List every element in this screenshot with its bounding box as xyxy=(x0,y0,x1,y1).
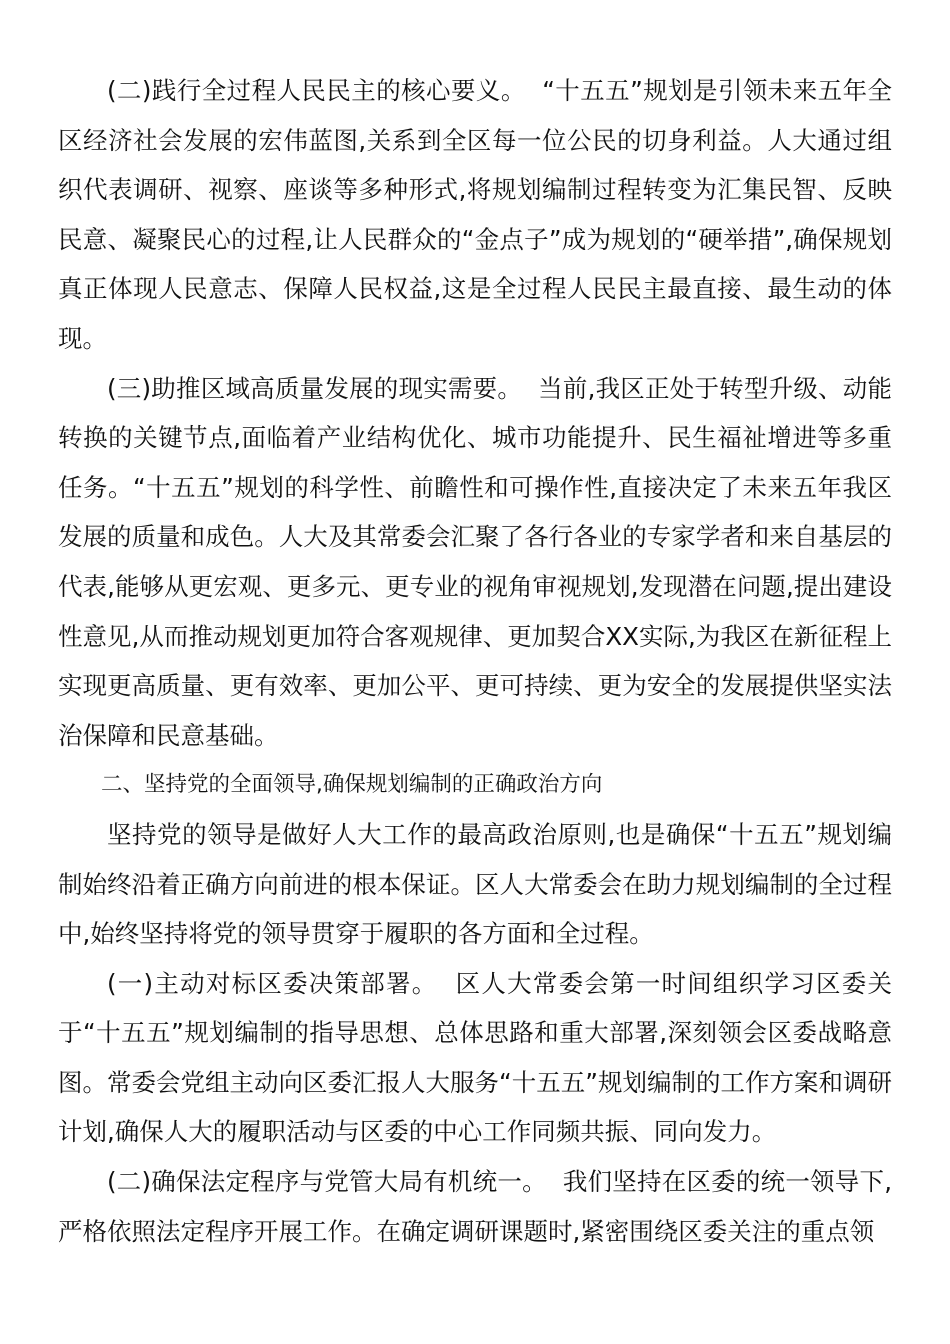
paragraph-body: 当前,我区正处于转型升级、动能转换的关键节点,面临着产业结构优化、城市功能提升、民生福祉增进等多重任务。“十五五”规划的科学性、前瞻性和可操作性,直接决定了未来五年我区发展的质量和成色。人大及其常委会汇聚了各行各业的专家学者和来自基层的代表,能够从更宏观、更多元、更专业的视角审视规划,发现潜在问题,提出建设性意见,从而推动规划更加符合客观规律、更加契合XX实际,为我区在新征程上实现更高质量、更有效率、更加公平、更可持续、更为安全的发展提供坚实法治保障和民意基础。 xyxy=(58,373,892,750)
paragraph-high-quality-development xyxy=(58,364,892,761)
paragraph-legal-procedure xyxy=(58,1157,892,1256)
paragraph-party-leadership xyxy=(58,810,892,959)
paragraph-lead: (一)主动对标区委决策部署。 xyxy=(107,968,438,998)
paragraph-body: 区人大常委会第一时间组织学习区委关于“十五五”规划编制的指导思想、总体思路和重大部署,深刻领会区委战略意图。常委会党组主动向区委汇报人大服务“十五五”规划编制的工作方案和调研计划,确保人大的履职活动与区委的中心工作同频共振、同向发力。 xyxy=(58,968,893,1147)
paragraph-body: 我们坚持在区委的统一领导下,严格依照法定程序开展工作。在确定调研课题时,紧密围绕区委关注的重点领 xyxy=(58,1167,892,1246)
paragraph-practice-democracy xyxy=(58,66,892,364)
paragraph-lead: (二)确保法定程序与党管大局有机统一。 xyxy=(107,1167,547,1197)
paragraph-lead: (二)践行全过程人民民主的核心要义。 xyxy=(107,76,526,105)
paragraph-lead: (三)助推区域高质量发展的现实需要。 xyxy=(107,373,523,403)
paragraph-body: “十五五”规划是引领未来五年全区经济社会发展的宏伟蓝图,关系到全区每一位公民的切身利益。人大通过组织代表调研、视察、座谈等多种形式,将规划编制过程转变为汇集民智、反映民意、凝聚民心的过程,让人民群众的“金点子”成为规划的“硬举措”,确保规划真正体现人民意志、保障人民权益,这是全过程人民民主最直接、最生动的体现。 xyxy=(58,76,893,353)
paragraph-body: 坚持党的领导是做好人大工作的最高政治原则,也是确保“十五五”规划编制始终沿着正确方向前进的根本保证。区人大常委会在助力规划编制的全过程中,始终坚持将党的领导贯穿于履职的各方面和全过程。 xyxy=(58,819,892,949)
section-heading: 二、坚持党的全面领导,确保规划编制的正确政治方向 xyxy=(101,772,603,798)
paragraph-align-decisions xyxy=(58,959,892,1157)
